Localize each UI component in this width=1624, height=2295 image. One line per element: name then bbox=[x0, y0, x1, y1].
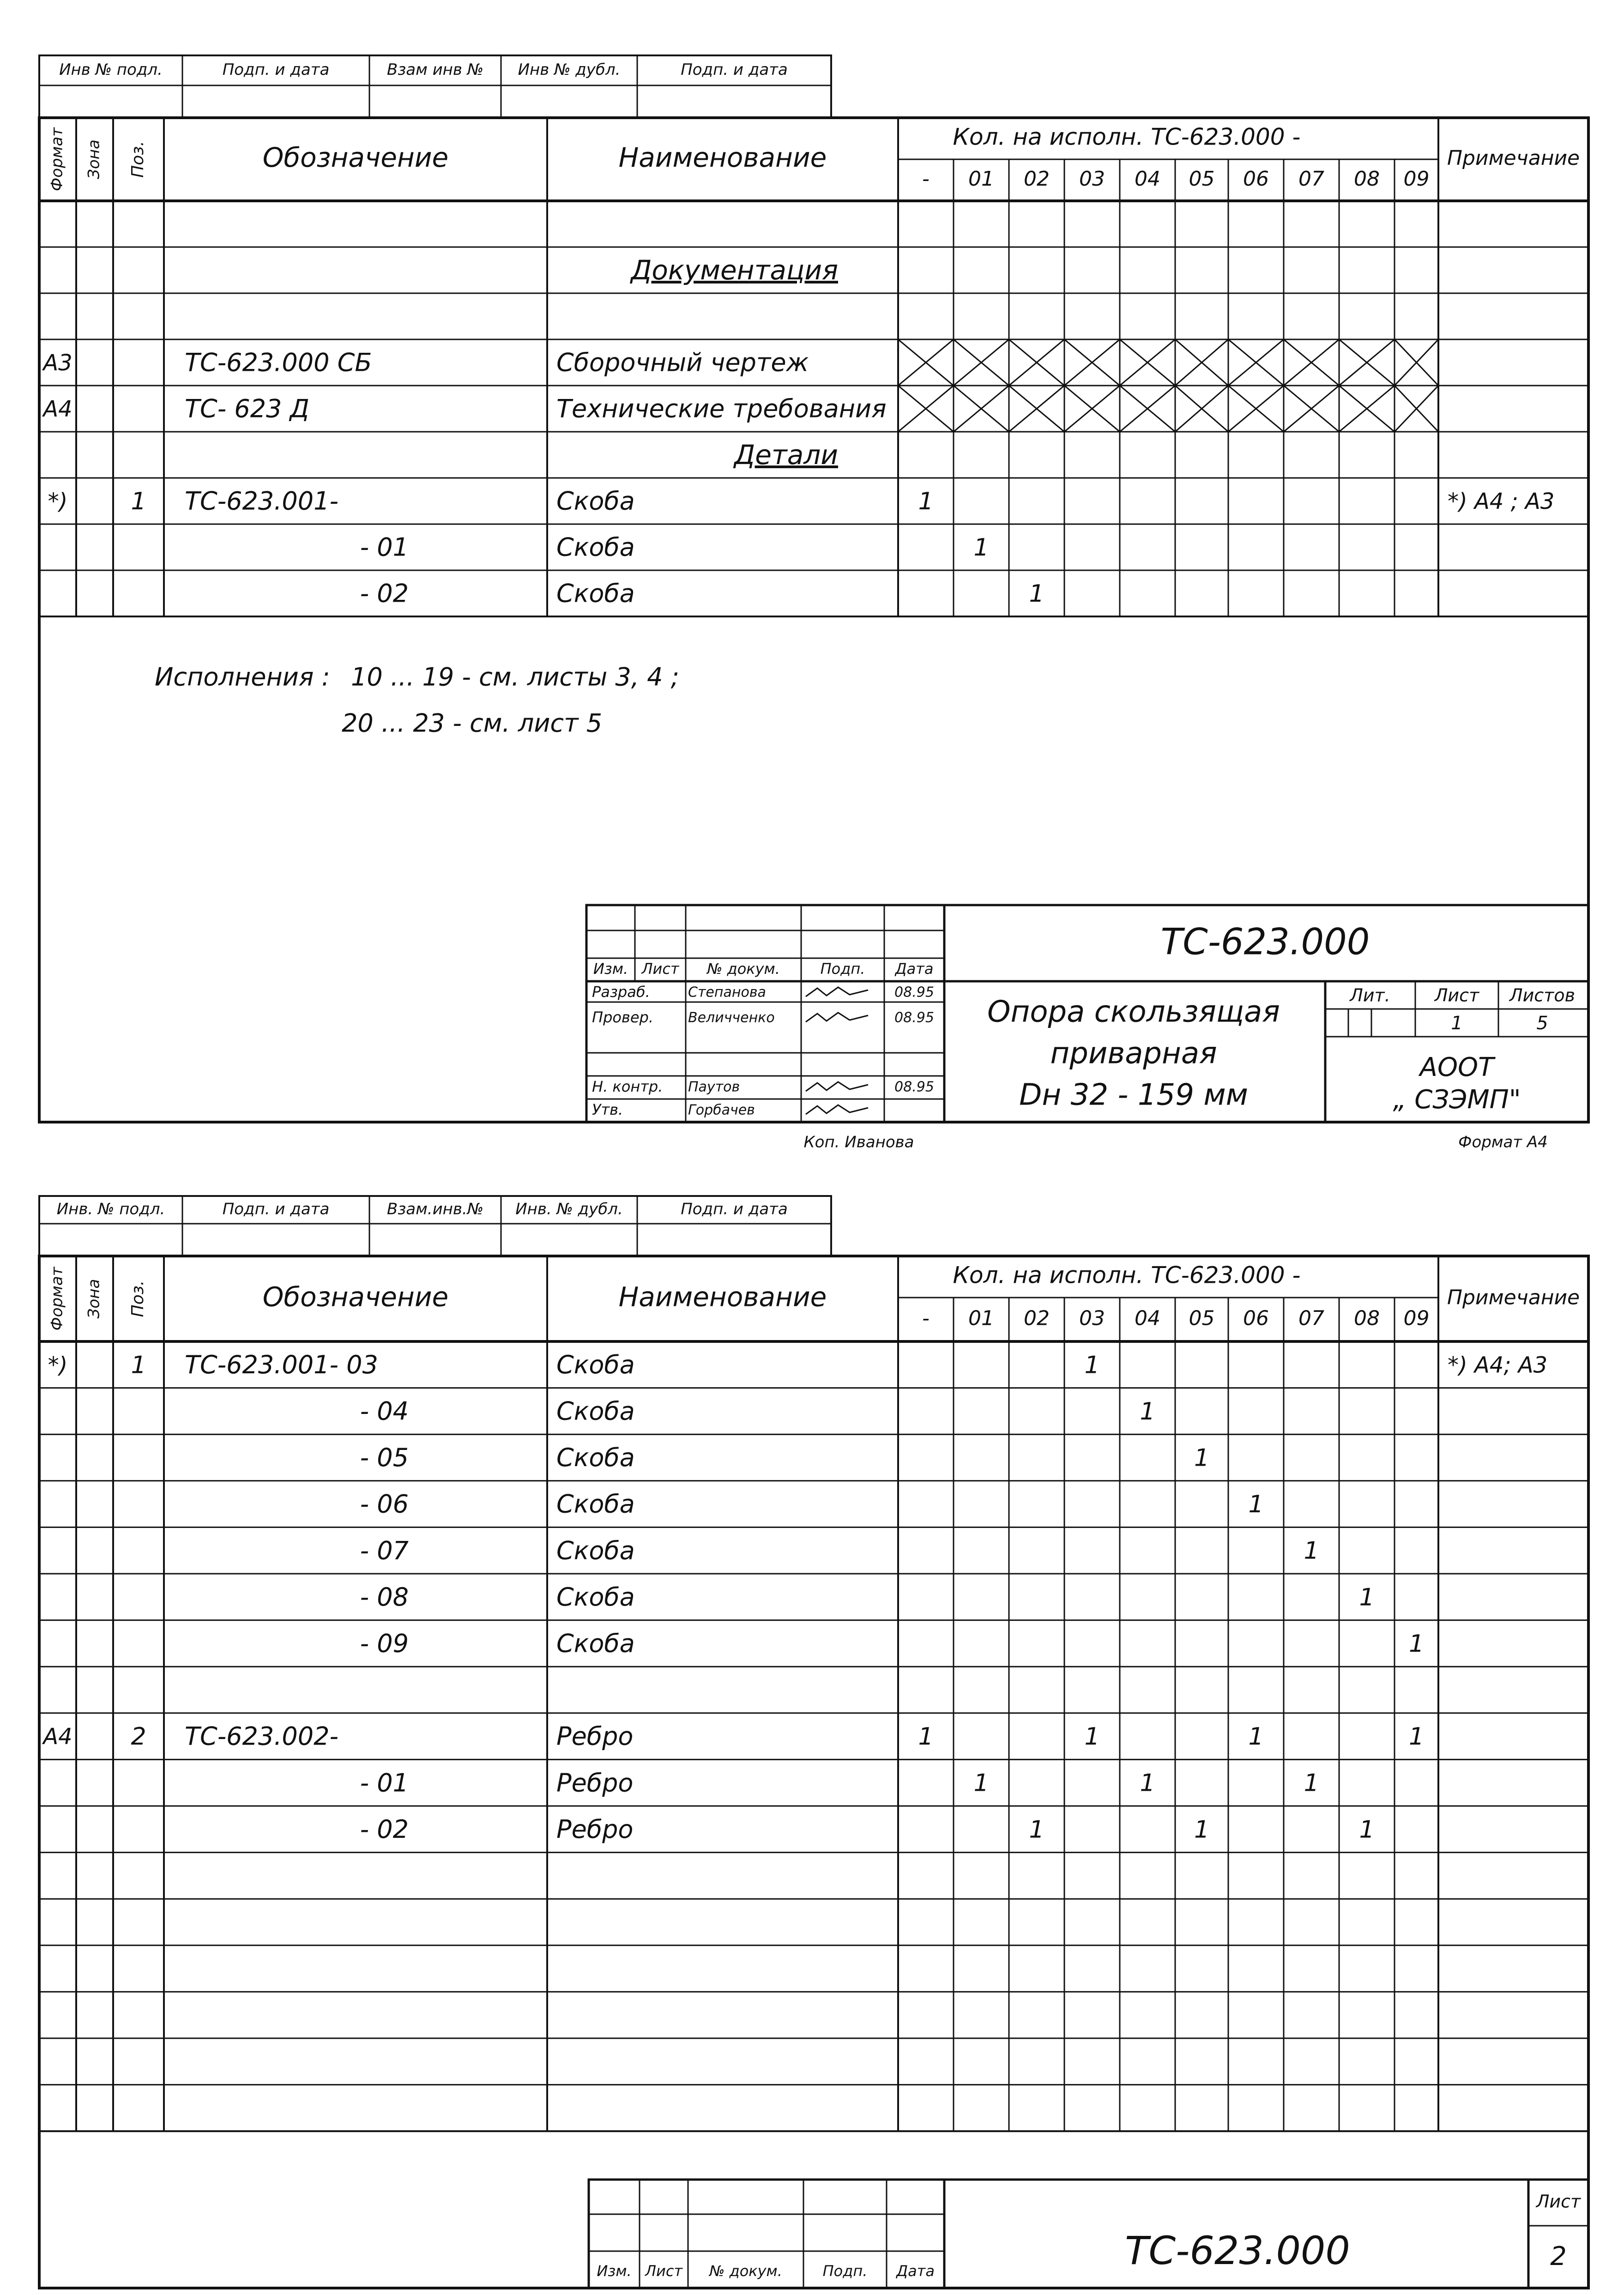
kol-column-header: 08 bbox=[1354, 1306, 1380, 1330]
product-title-line1: Опора скользящая bbox=[987, 995, 1280, 1029]
kol-quantity: 1 bbox=[973, 534, 989, 562]
tb-name-razrab: Степанова bbox=[688, 984, 766, 1001]
kol-column-header: 09 bbox=[1403, 1306, 1430, 1330]
kol-quantity: 1 bbox=[1084, 1351, 1100, 1379]
row-oboznachenie: - 02 bbox=[360, 579, 409, 608]
tb-header-izm: Изм. bbox=[597, 2262, 632, 2280]
kol-column-header: 06 bbox=[1243, 167, 1269, 191]
header-kol-group: Кол. на исполн. ТС-623.000 - bbox=[953, 1262, 1301, 1289]
organization-line2: „ СЗЭМП" bbox=[1393, 1085, 1521, 1115]
row-naimenovanie: Ребро bbox=[556, 1768, 634, 1798]
header-naimenovanie: Наименование bbox=[618, 142, 827, 174]
kol-quantity: 1 bbox=[1359, 1816, 1375, 1844]
kol-quantity: 1 bbox=[1029, 580, 1044, 608]
tb-list-label: Лист bbox=[1536, 2191, 1581, 2212]
row-poz: 2 bbox=[131, 1723, 146, 1751]
signature bbox=[806, 987, 868, 997]
document-designation: ТС-623.000 bbox=[1125, 2228, 1350, 2273]
tb-role-nkontr: Н. контр. bbox=[592, 1078, 663, 1095]
row-oboznachenie: - 04 bbox=[360, 1396, 409, 1426]
tb-header-izm: Изм. bbox=[593, 960, 628, 978]
row-naimenovanie: Скоба bbox=[556, 1536, 635, 1565]
kol-column-header: 02 bbox=[1024, 1306, 1050, 1330]
row-oboznachenie: ТС-623.002- bbox=[185, 1721, 338, 1751]
row-naimenovanie: Скоба bbox=[556, 1582, 635, 1612]
row-format: *) bbox=[48, 1352, 68, 1378]
header-poz: Поз. bbox=[128, 1280, 147, 1317]
header-kol-group: Кол. на исполн. ТС-623.000 - bbox=[953, 123, 1301, 151]
tb-role-razrab: Разраб. bbox=[592, 983, 650, 1001]
kol-quantity: 1 bbox=[918, 488, 934, 515]
tb-role-prover: Провер. bbox=[592, 1009, 653, 1026]
tb-date-razrab: 08.95 bbox=[894, 984, 934, 1001]
row-naimenovanie: Скоба bbox=[556, 532, 635, 562]
row-oboznachenie: - 08 bbox=[360, 1582, 409, 1612]
product-title-line2: приварная bbox=[1050, 1036, 1217, 1071]
kol-quantity: 1 bbox=[1248, 1723, 1264, 1751]
stamp-vzam_inv: Взам.инв.№ bbox=[386, 1200, 484, 1219]
kol-column-header: 09 bbox=[1403, 167, 1430, 191]
section-heading: Детали bbox=[734, 439, 838, 471]
stamp-inv_podl: Инв. № подл. bbox=[56, 1200, 165, 1219]
kol-quantity: 1 bbox=[918, 1723, 934, 1751]
tb-name-nkontr: Паутов bbox=[688, 1079, 740, 1095]
kol-quantity: 1 bbox=[1140, 1397, 1155, 1425]
row-poz: 1 bbox=[131, 488, 146, 515]
row-naimenovanie: Скоба bbox=[556, 1629, 635, 1658]
sheet-number: 1 bbox=[1451, 1013, 1463, 1034]
kol-quantity: 1 bbox=[973, 1769, 989, 1797]
kol-quantity: 1 bbox=[1408, 1630, 1425, 1658]
kol-column-header: 04 bbox=[1135, 167, 1160, 191]
row-format: А4 bbox=[43, 1724, 72, 1750]
notes-label: Исполнения : bbox=[155, 662, 330, 692]
row-naimenovanie: Скоба bbox=[556, 1396, 635, 1426]
header-poz: Поз. bbox=[128, 141, 147, 178]
tb-header-podp: Подп. bbox=[820, 960, 865, 978]
header-format: Формат bbox=[48, 127, 66, 191]
stamp-vzam_inv: Взам инв № bbox=[386, 60, 484, 79]
tb-name-prover: Величченко bbox=[688, 1009, 775, 1026]
header-primechanie: Примечание bbox=[1447, 146, 1580, 170]
notes-line2: 20 ... 23 - см. лист 5 bbox=[342, 708, 603, 738]
tb-lit-label: Лит. bbox=[1350, 985, 1390, 1006]
header-primechanie: Примечание bbox=[1447, 1286, 1580, 1310]
organization-line1: АООТ bbox=[1419, 1052, 1494, 1083]
tb-list-label: Лист bbox=[1434, 985, 1479, 1006]
tb-header-n_dokum: № докум. bbox=[709, 2262, 782, 2280]
row-naimenovanie: Ребро bbox=[556, 1814, 634, 1844]
tb-header-list: Лист bbox=[641, 960, 679, 978]
kol-quantity: 1 bbox=[1194, 1444, 1210, 1472]
row-naimenovanie: Скоба bbox=[556, 1350, 635, 1379]
tb-name-utv: Горбачев bbox=[688, 1102, 755, 1118]
tb-header-podp: Подп. bbox=[822, 2262, 868, 2280]
sheet-count: 5 bbox=[1536, 1013, 1548, 1034]
row-oboznachenie: ТС- 623 Д bbox=[185, 394, 309, 423]
sheet-format: Формат А4 bbox=[1458, 1133, 1548, 1152]
row-primechanie: *) А4; А3 bbox=[1448, 1352, 1548, 1378]
kol-column-header: 05 bbox=[1189, 167, 1215, 191]
row-oboznachenie: - 01 bbox=[360, 1768, 409, 1798]
kol-column-header: 01 bbox=[968, 1306, 994, 1330]
kol-column-header: 05 bbox=[1189, 1306, 1215, 1330]
stamp-inv_dubl: Инв. № дубл. bbox=[515, 1200, 623, 1219]
row-format: А4 bbox=[43, 396, 72, 422]
tb-header-n_dokum: № докум. bbox=[707, 960, 780, 978]
signature bbox=[806, 1105, 868, 1114]
kol-quantity: 1 bbox=[1304, 1537, 1319, 1565]
kol-quantity: 1 bbox=[1084, 1723, 1100, 1751]
tb-date-prover: 08.95 bbox=[894, 1009, 934, 1026]
stamp-inv_dubl: Инв № дубл. bbox=[518, 60, 621, 79]
header-format: Формат bbox=[48, 1267, 66, 1331]
stamp-podp_data1: Подп. и дата bbox=[222, 1200, 330, 1219]
row-naimenovanie: Скоба bbox=[556, 579, 635, 608]
tb-header-data: Дата bbox=[896, 2262, 935, 2280]
kol-quantity: 1 bbox=[1408, 1723, 1425, 1751]
section-heading: Документация bbox=[631, 254, 838, 286]
tb-role-utv: Утв. bbox=[592, 1101, 623, 1118]
kol-quantity: 1 bbox=[1194, 1816, 1210, 1844]
kol-column-header: - bbox=[922, 167, 930, 191]
stamp-inv_podl: Инв № подл. bbox=[59, 60, 163, 79]
stamp-podp_data2: Подп. и дата bbox=[681, 60, 788, 79]
kol-quantity: 1 bbox=[1029, 1816, 1044, 1844]
stamp-podp_data2: Подп. и дата bbox=[681, 1200, 788, 1219]
row-oboznachenie: - 07 bbox=[360, 1536, 409, 1565]
tb-date-nkontr: 08.95 bbox=[894, 1079, 934, 1095]
notes-line1: 10 ... 19 - см. листы 3, 4 ; bbox=[351, 662, 679, 692]
kol-column-header: 08 bbox=[1354, 167, 1380, 191]
row-primechanie: *) А4 ; А3 bbox=[1448, 489, 1555, 514]
row-naimenovanie: Сборочный чертеж bbox=[556, 348, 809, 377]
stamp-podp_data1: Подп. и дата bbox=[222, 60, 330, 79]
kol-column-header: 04 bbox=[1135, 1306, 1160, 1330]
kol-column-header: 07 bbox=[1298, 1306, 1324, 1330]
tb-listov-label: Листов bbox=[1509, 985, 1575, 1006]
kol-quantity: 1 bbox=[1140, 1769, 1155, 1797]
signature bbox=[806, 1082, 868, 1091]
row-oboznachenie: - 06 bbox=[360, 1489, 409, 1519]
kol-quantity: 1 bbox=[1248, 1491, 1264, 1519]
row-oboznachenie: ТС-623.001- bbox=[185, 486, 338, 516]
row-oboznachenie: - 02 bbox=[360, 1814, 409, 1844]
header-zona: Зона bbox=[85, 139, 103, 179]
kol-column-header: - bbox=[922, 1306, 930, 1330]
row-naimenovanie: Ребро bbox=[556, 1721, 634, 1751]
row-format: А3 bbox=[43, 350, 72, 376]
row-format: *) bbox=[48, 489, 68, 514]
frame-border bbox=[39, 1256, 1588, 2288]
kol-column-header: 02 bbox=[1024, 167, 1050, 191]
header-zona: Зона bbox=[85, 1279, 103, 1319]
sheet-number: 2 bbox=[1550, 2241, 1567, 2272]
copied-by: Коп. Иванова bbox=[803, 1133, 914, 1152]
row-oboznachenie: - 05 bbox=[360, 1443, 409, 1473]
signature bbox=[806, 1013, 868, 1022]
kol-quantity: 1 bbox=[1304, 1769, 1319, 1797]
tb-header-list: Лист bbox=[645, 2262, 683, 2280]
row-naimenovanie: Скоба bbox=[556, 1443, 635, 1473]
kol-column-header: 03 bbox=[1079, 1306, 1105, 1330]
header-naimenovanie: Наименование bbox=[618, 1281, 827, 1313]
kol-quantity: 1 bbox=[1359, 1583, 1375, 1612]
product-title-line3: Dн 32 - 159 мм bbox=[1019, 1078, 1248, 1112]
row-oboznachenie: ТС-623.000 СБ bbox=[185, 348, 372, 377]
row-oboznachenie: - 01 bbox=[360, 532, 409, 562]
kol-column-header: 03 bbox=[1079, 167, 1105, 191]
kol-column-header: 01 bbox=[968, 167, 994, 191]
row-naimenovanie: Технические требования bbox=[556, 394, 887, 423]
header-oboznachenie: Обозначение bbox=[262, 142, 449, 174]
header-oboznachenie: Обозначение bbox=[262, 1281, 449, 1313]
tb-header-data: Дата bbox=[895, 960, 934, 978]
document-designation: ТС-623.000 bbox=[1160, 921, 1370, 963]
row-poz: 1 bbox=[131, 1351, 146, 1379]
kol-column-header: 06 bbox=[1243, 1306, 1269, 1330]
kol-column-header: 07 bbox=[1298, 167, 1324, 191]
row-oboznachenie: ТС-623.001- 03 bbox=[185, 1350, 378, 1379]
row-oboznachenie: - 09 bbox=[360, 1629, 409, 1658]
row-naimenovanie: Скоба bbox=[556, 486, 635, 516]
row-naimenovanie: Скоба bbox=[556, 1489, 635, 1519]
